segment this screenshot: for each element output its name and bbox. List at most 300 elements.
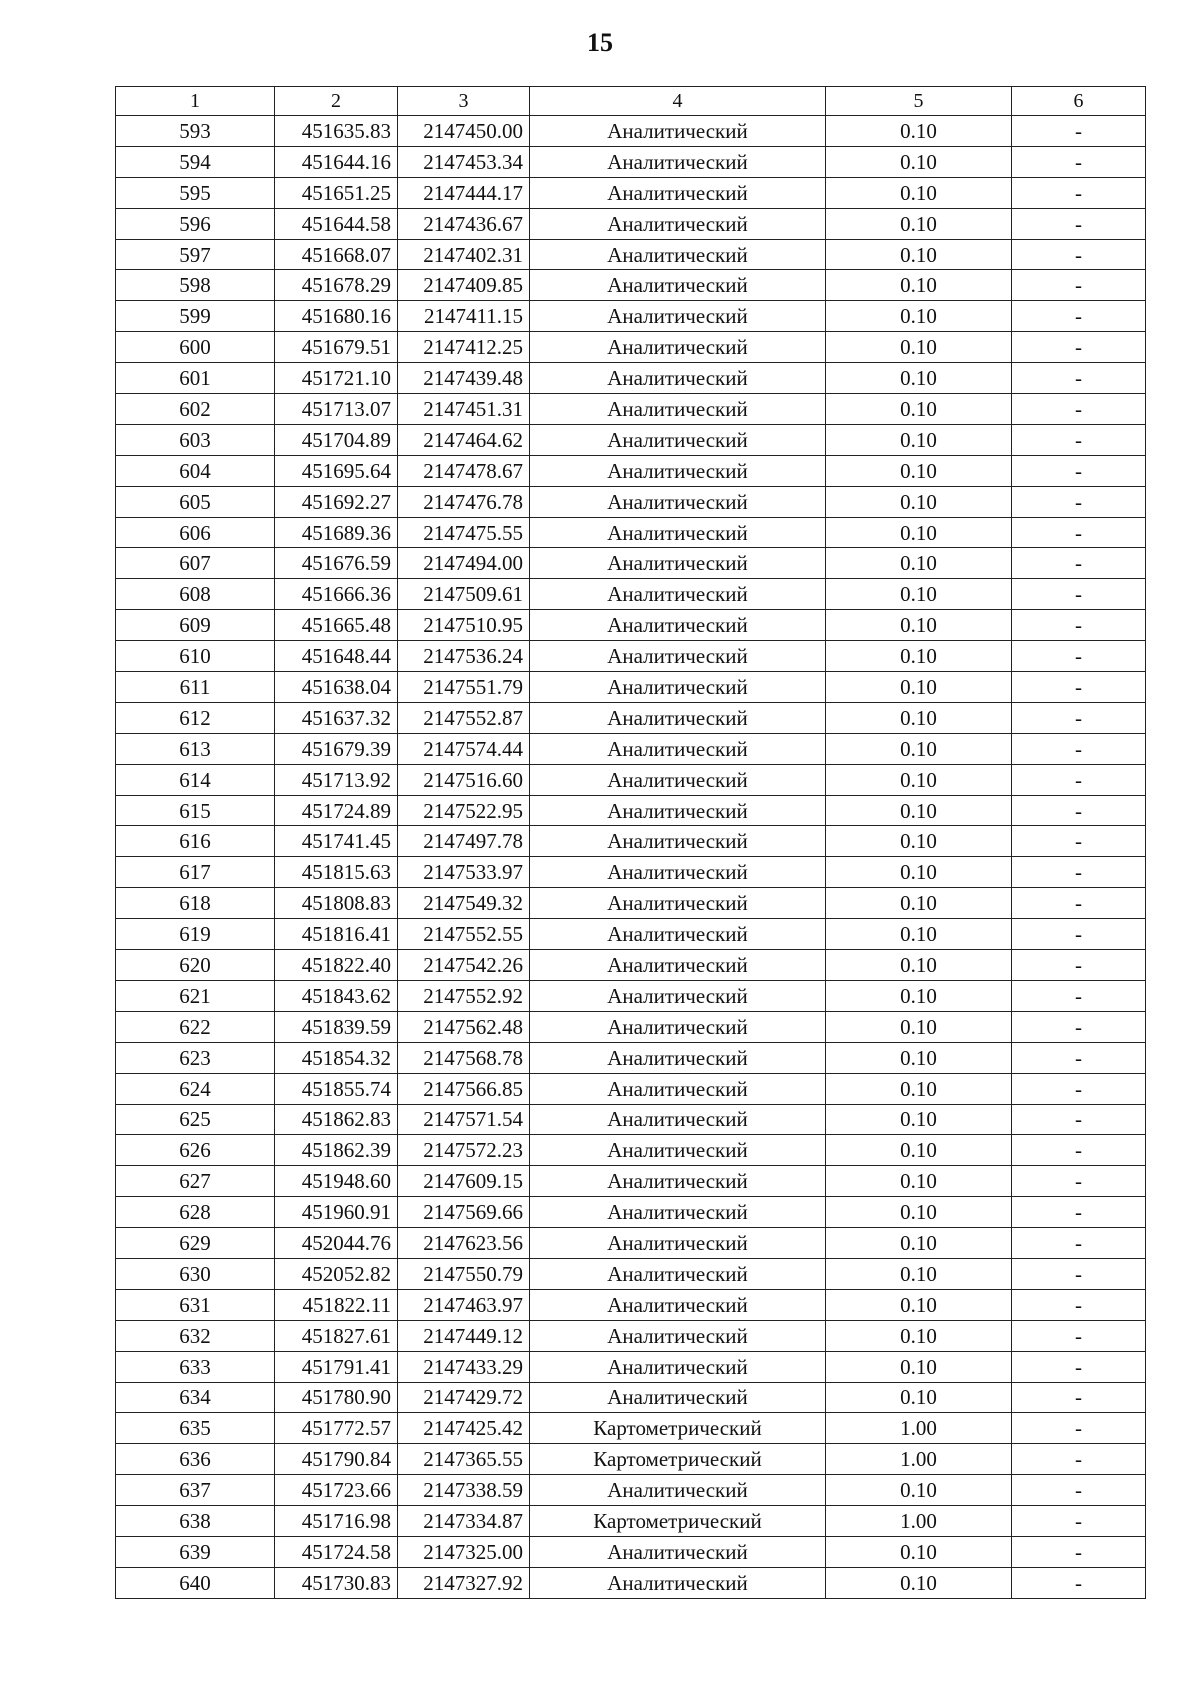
cell-accuracy: 0.10: [826, 980, 1012, 1011]
cell-x-coordinate: 451839.59: [275, 1011, 398, 1042]
table-row: [116, 116, 1146, 147]
cell-y-coordinate: 2147411.15: [398, 301, 530, 332]
cell-y-coordinate: 2147497.78: [398, 826, 530, 857]
cell-x-coordinate: 451790.84: [275, 1444, 398, 1475]
cell-x-coordinate: 451678.29: [275, 270, 398, 301]
cell-method: Аналитический: [530, 1567, 826, 1598]
cell-method: Аналитический: [530, 980, 826, 1011]
cell-point-number: 635: [116, 1413, 275, 1444]
cell-point-number: 629: [116, 1228, 275, 1259]
cell-y-coordinate: 2147609.15: [398, 1166, 530, 1197]
cell-accuracy: 0.10: [826, 1289, 1012, 1320]
cell-note: -: [1012, 301, 1146, 332]
cell-point-number: 594: [116, 146, 275, 177]
cell-method: Аналитический: [530, 1073, 826, 1104]
cell-point-number: 602: [116, 394, 275, 425]
table-row: [116, 1475, 1146, 1506]
table-row: [116, 641, 1146, 672]
cell-method: Аналитический: [530, 1475, 826, 1506]
cell-note: -: [1012, 672, 1146, 703]
cell-x-coordinate: 451651.25: [275, 177, 398, 208]
cell-note: -: [1012, 1382, 1146, 1413]
cell-point-number: 605: [116, 486, 275, 517]
table-row: [116, 1444, 1146, 1475]
cell-point-number: 593: [116, 116, 275, 147]
table-row: [116, 1166, 1146, 1197]
cell-y-coordinate: 2147552.55: [398, 919, 530, 950]
page-number: 15: [587, 28, 613, 57]
cell-y-coordinate: 2147365.55: [398, 1444, 530, 1475]
cell-x-coordinate: 451948.60: [275, 1166, 398, 1197]
cell-note: -: [1012, 826, 1146, 857]
cell-accuracy: 1.00: [826, 1413, 1012, 1444]
cell-x-coordinate: 451862.83: [275, 1104, 398, 1135]
cell-y-coordinate: 2147451.31: [398, 394, 530, 425]
cell-y-coordinate: 2147536.24: [398, 641, 530, 672]
cell-y-coordinate: 2147494.00: [398, 548, 530, 579]
cell-note: -: [1012, 116, 1146, 147]
cell-note: -: [1012, 548, 1146, 579]
column-header-point-number: 1: [116, 87, 275, 116]
cell-method: Аналитический: [530, 950, 826, 981]
table-row: [116, 672, 1146, 703]
cell-method: Аналитический: [530, 332, 826, 363]
cell-method: Аналитический: [530, 888, 826, 919]
cell-note: -: [1012, 270, 1146, 301]
cell-note: -: [1012, 1042, 1146, 1073]
cell-accuracy: 0.10: [826, 1011, 1012, 1042]
cell-method: Аналитический: [530, 610, 826, 641]
cell-y-coordinate: 2147550.79: [398, 1258, 530, 1289]
header-row: [116, 87, 1146, 116]
cell-accuracy: 0.10: [826, 919, 1012, 950]
column-header-y-coordinate: 3: [398, 87, 530, 116]
cell-method: Аналитический: [530, 208, 826, 239]
cell-x-coordinate: 451822.11: [275, 1289, 398, 1320]
cell-point-number: 633: [116, 1351, 275, 1382]
cell-accuracy: 0.10: [826, 826, 1012, 857]
cell-y-coordinate: 2147478.67: [398, 455, 530, 486]
cell-point-number: 630: [116, 1258, 275, 1289]
table-row: [116, 332, 1146, 363]
cell-point-number: 617: [116, 857, 275, 888]
cell-note: -: [1012, 486, 1146, 517]
table-row: [116, 208, 1146, 239]
cell-y-coordinate: 2147412.25: [398, 332, 530, 363]
cell-method: Аналитический: [530, 177, 826, 208]
cell-note: -: [1012, 424, 1146, 455]
cell-y-coordinate: 2147453.34: [398, 146, 530, 177]
cell-x-coordinate: 451854.32: [275, 1042, 398, 1073]
cell-y-coordinate: 2147542.26: [398, 950, 530, 981]
cell-x-coordinate: 451815.63: [275, 857, 398, 888]
cell-method: Аналитический: [530, 857, 826, 888]
cell-accuracy: 0.10: [826, 208, 1012, 239]
cell-accuracy: 0.10: [826, 1135, 1012, 1166]
cell-y-coordinate: 2147533.97: [398, 857, 530, 888]
cell-point-number: 631: [116, 1289, 275, 1320]
cell-x-coordinate: 451665.48: [275, 610, 398, 641]
cell-point-number: 599: [116, 301, 275, 332]
cell-y-coordinate: 2147623.56: [398, 1228, 530, 1259]
cell-y-coordinate: 2147574.44: [398, 733, 530, 764]
cell-y-coordinate: 2147463.97: [398, 1289, 530, 1320]
cell-x-coordinate: 451676.59: [275, 548, 398, 579]
cell-x-coordinate: 451713.07: [275, 394, 398, 425]
cell-x-coordinate: 451679.39: [275, 733, 398, 764]
cell-y-coordinate: 2147334.87: [398, 1506, 530, 1537]
table-row: [116, 177, 1146, 208]
table-row: [116, 764, 1146, 795]
cell-method: Аналитический: [530, 270, 826, 301]
cell-y-coordinate: 2147552.92: [398, 980, 530, 1011]
cell-y-coordinate: 2147450.00: [398, 116, 530, 147]
cell-accuracy: 0.10: [826, 733, 1012, 764]
table-row: [116, 146, 1146, 177]
table-row: [116, 1506, 1146, 1537]
cell-method: Аналитический: [530, 239, 826, 270]
cell-accuracy: 0.10: [826, 610, 1012, 641]
cell-note: -: [1012, 1320, 1146, 1351]
cell-method: Аналитический: [530, 363, 826, 394]
cell-note: -: [1012, 1413, 1146, 1444]
table-header: [116, 87, 1146, 116]
cell-note: -: [1012, 1506, 1146, 1537]
cell-accuracy: 0.10: [826, 517, 1012, 548]
table-row: [116, 1351, 1146, 1382]
cell-method: Аналитический: [530, 1197, 826, 1228]
cell-point-number: 618: [116, 888, 275, 919]
cell-accuracy: 0.10: [826, 764, 1012, 795]
cell-y-coordinate: 2147444.17: [398, 177, 530, 208]
cell-point-number: 609: [116, 610, 275, 641]
cell-note: -: [1012, 1197, 1146, 1228]
cell-x-coordinate: 451704.89: [275, 424, 398, 455]
cell-y-coordinate: 2147522.95: [398, 795, 530, 826]
cell-note: -: [1012, 455, 1146, 486]
cell-x-coordinate: 451695.64: [275, 455, 398, 486]
table-row: [116, 1258, 1146, 1289]
cell-x-coordinate: 452052.82: [275, 1258, 398, 1289]
cell-y-coordinate: 2147429.72: [398, 1382, 530, 1413]
table-row: [116, 1073, 1146, 1104]
cell-point-number: 600: [116, 332, 275, 363]
table-row: [116, 424, 1146, 455]
cell-note: -: [1012, 332, 1146, 363]
cell-accuracy: 0.10: [826, 641, 1012, 672]
cell-x-coordinate: 451680.16: [275, 301, 398, 332]
cell-point-number: 596: [116, 208, 275, 239]
cell-accuracy: 0.10: [826, 177, 1012, 208]
table-row: [116, 610, 1146, 641]
cell-y-coordinate: 2147425.42: [398, 1413, 530, 1444]
cell-point-number: 637: [116, 1475, 275, 1506]
table-row: [116, 826, 1146, 857]
cell-accuracy: 0.10: [826, 1320, 1012, 1351]
cell-note: -: [1012, 641, 1146, 672]
cell-y-coordinate: 2147566.85: [398, 1073, 530, 1104]
cell-note: -: [1012, 888, 1146, 919]
cell-method: Аналитический: [530, 1166, 826, 1197]
cell-point-number: 636: [116, 1444, 275, 1475]
cell-y-coordinate: 2147436.67: [398, 208, 530, 239]
cell-note: -: [1012, 394, 1146, 425]
cell-accuracy: 0.10: [826, 1536, 1012, 1567]
cell-note: -: [1012, 146, 1146, 177]
cell-y-coordinate: 2147510.95: [398, 610, 530, 641]
cell-note: -: [1012, 1536, 1146, 1567]
cell-method: Аналитический: [530, 702, 826, 733]
cell-accuracy: 0.10: [826, 1475, 1012, 1506]
table-row: [116, 795, 1146, 826]
table-row: [116, 1320, 1146, 1351]
cell-x-coordinate: 451692.27: [275, 486, 398, 517]
cell-point-number: 595: [116, 177, 275, 208]
table-row: [116, 1011, 1146, 1042]
cell-note: -: [1012, 239, 1146, 270]
cell-x-coordinate: 451648.44: [275, 641, 398, 672]
cell-note: -: [1012, 1104, 1146, 1135]
cell-method: Аналитический: [530, 672, 826, 703]
cell-y-coordinate: 2147433.29: [398, 1351, 530, 1382]
cell-note: -: [1012, 177, 1146, 208]
cell-x-coordinate: 451713.92: [275, 764, 398, 795]
cell-method: Аналитический: [530, 1536, 826, 1567]
cell-y-coordinate: 2147464.62: [398, 424, 530, 455]
cell-accuracy: 0.10: [826, 950, 1012, 981]
cell-y-coordinate: 2147338.59: [398, 1475, 530, 1506]
cell-point-number: 611: [116, 672, 275, 703]
cell-accuracy: 0.10: [826, 1197, 1012, 1228]
cell-point-number: 627: [116, 1166, 275, 1197]
table-row: [116, 1135, 1146, 1166]
cell-point-number: 606: [116, 517, 275, 548]
table-row: [116, 1042, 1146, 1073]
cell-accuracy: 0.10: [826, 1073, 1012, 1104]
cell-y-coordinate: 2147569.66: [398, 1197, 530, 1228]
column-header-method: 4: [530, 87, 826, 116]
cell-x-coordinate: 451960.91: [275, 1197, 398, 1228]
cell-note: -: [1012, 764, 1146, 795]
cell-note: -: [1012, 1567, 1146, 1598]
cell-accuracy: 1.00: [826, 1506, 1012, 1537]
cell-note: -: [1012, 1289, 1146, 1320]
cell-note: -: [1012, 1228, 1146, 1259]
coordinates-table: [115, 86, 1146, 1599]
cell-point-number: 639: [116, 1536, 275, 1567]
cell-point-number: 625: [116, 1104, 275, 1135]
cell-y-coordinate: 2147571.54: [398, 1104, 530, 1135]
cell-y-coordinate: 2147325.00: [398, 1536, 530, 1567]
cell-note: -: [1012, 1444, 1146, 1475]
cell-accuracy: 0.10: [826, 579, 1012, 610]
cell-y-coordinate: 2147572.23: [398, 1135, 530, 1166]
cell-point-number: 614: [116, 764, 275, 795]
cell-method: Аналитический: [530, 548, 826, 579]
cell-y-coordinate: 2147327.92: [398, 1567, 530, 1598]
cell-point-number: 598: [116, 270, 275, 301]
cell-point-number: 610: [116, 641, 275, 672]
cell-y-coordinate: 2147551.79: [398, 672, 530, 703]
cell-method: Аналитический: [530, 455, 826, 486]
cell-x-coordinate: 451730.83: [275, 1567, 398, 1598]
cell-note: -: [1012, 610, 1146, 641]
cell-x-coordinate: 451666.36: [275, 579, 398, 610]
cell-point-number: 603: [116, 424, 275, 455]
table-row: [116, 270, 1146, 301]
cell-note: -: [1012, 1351, 1146, 1382]
cell-accuracy: 0.10: [826, 239, 1012, 270]
cell-note: -: [1012, 702, 1146, 733]
cell-point-number: 622: [116, 1011, 275, 1042]
cell-point-number: 623: [116, 1042, 275, 1073]
cell-accuracy: 0.10: [826, 795, 1012, 826]
cell-point-number: 632: [116, 1320, 275, 1351]
table-row: [116, 1104, 1146, 1135]
cell-x-coordinate: 451822.40: [275, 950, 398, 981]
cell-note: -: [1012, 857, 1146, 888]
cell-accuracy: 0.10: [826, 888, 1012, 919]
cell-note: -: [1012, 1475, 1146, 1506]
cell-point-number: 601: [116, 363, 275, 394]
cell-x-coordinate: 451724.89: [275, 795, 398, 826]
cell-note: -: [1012, 1011, 1146, 1042]
cell-x-coordinate: 451644.16: [275, 146, 398, 177]
table-row: [116, 239, 1146, 270]
table-row: [116, 1228, 1146, 1259]
cell-method: Аналитический: [530, 424, 826, 455]
cell-accuracy: 0.10: [826, 332, 1012, 363]
cell-note: -: [1012, 1135, 1146, 1166]
cell-method: Аналитический: [530, 826, 826, 857]
cell-accuracy: 0.10: [826, 424, 1012, 455]
cell-method: Аналитический: [530, 1382, 826, 1413]
cell-point-number: 612: [116, 702, 275, 733]
cell-accuracy: 0.10: [826, 702, 1012, 733]
cell-method: Аналитический: [530, 394, 826, 425]
cell-method: Аналитический: [530, 1011, 826, 1042]
column-header-accuracy: 5: [826, 87, 1012, 116]
cell-accuracy: 1.00: [826, 1444, 1012, 1475]
table-row: [116, 919, 1146, 950]
cell-method: Аналитический: [530, 146, 826, 177]
cell-accuracy: 0.10: [826, 548, 1012, 579]
cell-point-number: 624: [116, 1073, 275, 1104]
table-row: [116, 702, 1146, 733]
cell-method: Аналитический: [530, 517, 826, 548]
cell-note: -: [1012, 363, 1146, 394]
cell-x-coordinate: 451855.74: [275, 1073, 398, 1104]
cell-x-coordinate: 451780.90: [275, 1382, 398, 1413]
cell-x-coordinate: 452044.76: [275, 1228, 398, 1259]
cell-y-coordinate: 2147439.48: [398, 363, 530, 394]
cell-method: Картометрический: [530, 1444, 826, 1475]
cell-x-coordinate: 451862.39: [275, 1135, 398, 1166]
cell-accuracy: 0.10: [826, 301, 1012, 332]
cell-method: Аналитический: [530, 1228, 826, 1259]
cell-note: -: [1012, 208, 1146, 239]
cell-accuracy: 0.10: [826, 455, 1012, 486]
cell-accuracy: 0.10: [826, 1104, 1012, 1135]
cell-x-coordinate: 451808.83: [275, 888, 398, 919]
cell-point-number: 597: [116, 239, 275, 270]
table-row: [116, 888, 1146, 919]
table-row: [116, 1197, 1146, 1228]
cell-y-coordinate: 2147402.31: [398, 239, 530, 270]
cell-x-coordinate: 451679.51: [275, 332, 398, 363]
table-row: [116, 455, 1146, 486]
cell-point-number: 638: [116, 1506, 275, 1537]
cell-x-coordinate: 451716.98: [275, 1506, 398, 1537]
cell-method: Аналитический: [530, 1320, 826, 1351]
table-body: [116, 116, 1146, 1599]
cell-point-number: 640: [116, 1567, 275, 1598]
table-row: [116, 363, 1146, 394]
cell-y-coordinate: 2147449.12: [398, 1320, 530, 1351]
cell-method: Аналитический: [530, 919, 826, 950]
cell-method: Аналитический: [530, 579, 826, 610]
cell-point-number: 626: [116, 1135, 275, 1166]
cell-point-number: 634: [116, 1382, 275, 1413]
cell-method: Аналитический: [530, 116, 826, 147]
cell-x-coordinate: 451644.58: [275, 208, 398, 239]
cell-accuracy: 0.10: [826, 1567, 1012, 1598]
cell-accuracy: 0.10: [826, 270, 1012, 301]
table-row: [116, 1382, 1146, 1413]
column-header-x-coordinate: 2: [275, 87, 398, 116]
cell-point-number: 604: [116, 455, 275, 486]
cell-method: Аналитический: [530, 1289, 826, 1320]
cell-method: Аналитический: [530, 1104, 826, 1135]
cell-note: -: [1012, 795, 1146, 826]
table-row: [116, 579, 1146, 610]
cell-method: Аналитический: [530, 764, 826, 795]
cell-accuracy: 0.10: [826, 1351, 1012, 1382]
cell-note: -: [1012, 950, 1146, 981]
cell-method: Аналитический: [530, 301, 826, 332]
cell-point-number: 613: [116, 733, 275, 764]
cell-method: Аналитический: [530, 733, 826, 764]
cell-point-number: 608: [116, 579, 275, 610]
cell-note: -: [1012, 733, 1146, 764]
cell-method: Картометрический: [530, 1413, 826, 1444]
cell-x-coordinate: 451637.32: [275, 702, 398, 733]
cell-method: Аналитический: [530, 1351, 826, 1382]
cell-method: Аналитический: [530, 1258, 826, 1289]
cell-method: Аналитический: [530, 486, 826, 517]
table-row: [116, 1536, 1146, 1567]
cell-accuracy: 0.10: [826, 672, 1012, 703]
cell-method: Аналитический: [530, 795, 826, 826]
cell-y-coordinate: 2147475.55: [398, 517, 530, 548]
cell-note: -: [1012, 980, 1146, 1011]
table-row: [116, 394, 1146, 425]
cell-accuracy: 0.10: [826, 1042, 1012, 1073]
table-row: [116, 548, 1146, 579]
table-row: [116, 517, 1146, 548]
cell-y-coordinate: 2147476.78: [398, 486, 530, 517]
cell-accuracy: 0.10: [826, 1228, 1012, 1259]
cell-point-number: 619: [116, 919, 275, 950]
cell-x-coordinate: 451741.45: [275, 826, 398, 857]
cell-y-coordinate: 2147409.85: [398, 270, 530, 301]
cell-x-coordinate: 451635.83: [275, 116, 398, 147]
cell-method: Аналитический: [530, 1042, 826, 1073]
table-row: [116, 1289, 1146, 1320]
table-row: [116, 857, 1146, 888]
cell-accuracy: 0.10: [826, 486, 1012, 517]
cell-x-coordinate: 451816.41: [275, 919, 398, 950]
